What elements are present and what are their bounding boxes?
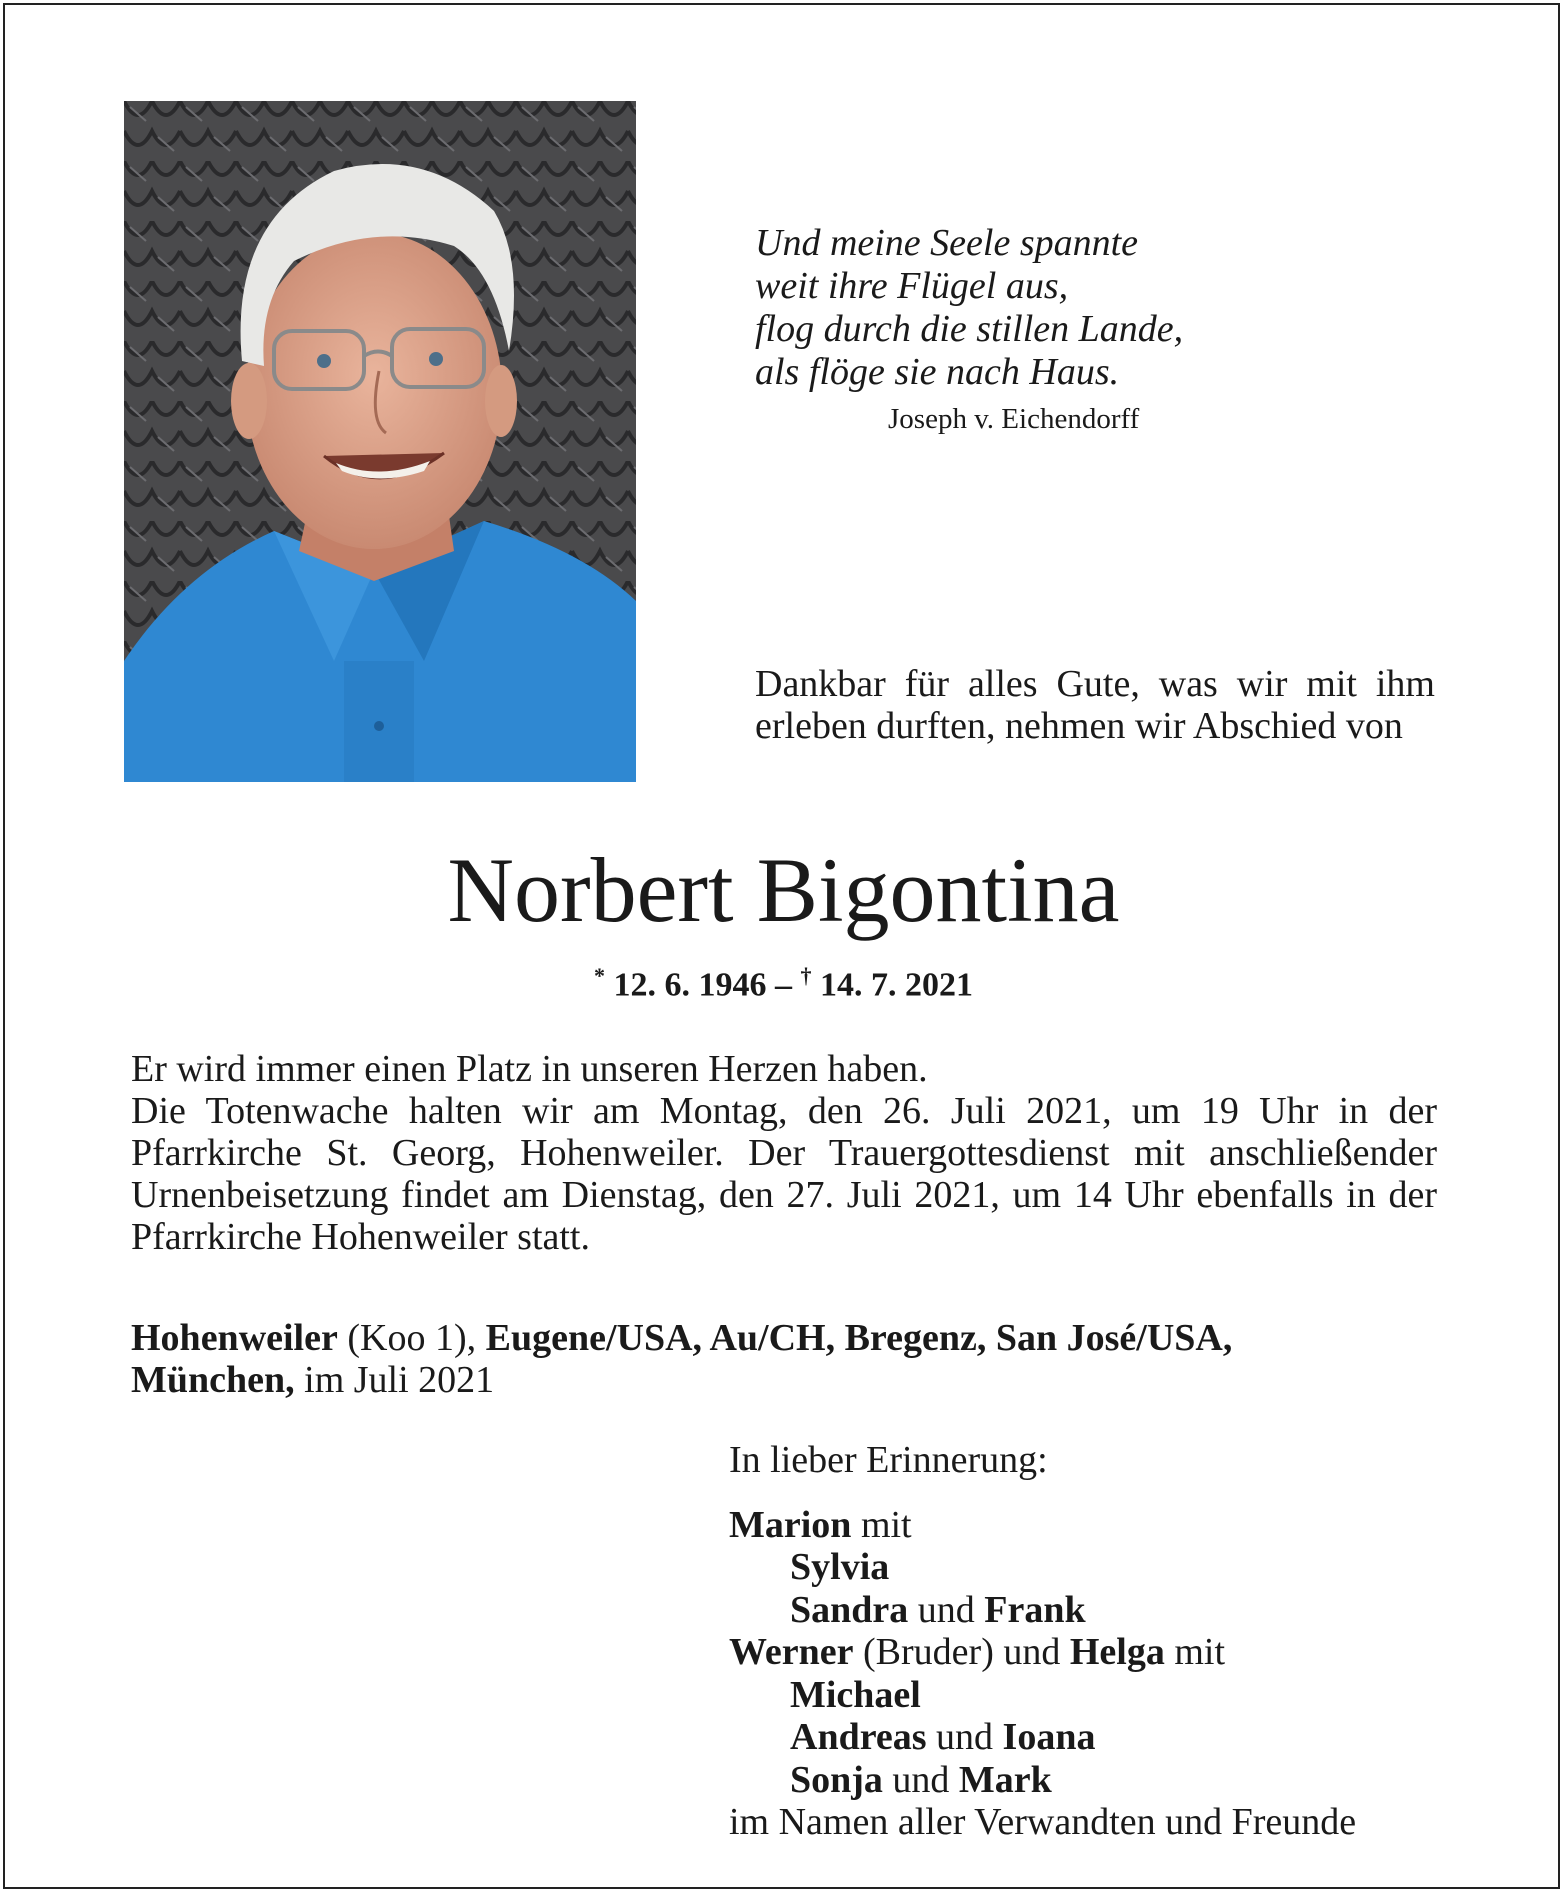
date-line: im Juli 2021 [294,1359,495,1401]
service-details: Die Totenwache halten wir am Montag, den 26. Juli 2021, um 19 Uhr in der Pfarrkirche St. Georg, Hohenweiler. Der Trauergottesdienst mit anschließender Urnenbeisetzung findet am Dienstag, den 27. Juli 2021, um 14 Uhr ebenfalls in der Pfarrkirche Hohenweiler statt. [131,1090,1437,1258]
place-note: (Koo 1), [337,1317,486,1359]
family-closing: im Namen aller Verwandten und Freunde [729,1801,1357,1843]
thanks-text: Dankbar für alles Gute, was wir mit ihm erleben durften, nehmen wir Abschied von [755,663,1435,747]
connector: mit [851,1503,912,1546]
connector: (Bruder) und [853,1631,1070,1673]
family-entry [729,1546,1449,1589]
poem-line: als flöge sie nach Haus. [755,351,1120,393]
connector: und [882,1758,959,1801]
poem-line: weit ihre Flügel aus, [755,265,1069,307]
name-werner: Werner [729,1631,854,1673]
poem-author: Joseph v. Eichendorff [888,403,1140,435]
family-entry [729,1674,1449,1717]
place-main: Hohenweiler [131,1317,338,1359]
name-sandra: Sandra [790,1588,909,1631]
name-sylvia: Sylvia [790,1546,890,1588]
family-intro: In lieber Erinnerung: [729,1439,1048,1481]
portrait-photo [124,101,636,782]
family-list [729,1439,1449,1844]
family-entry [729,1716,1449,1759]
places-list: Eugene/USA, Au/CH, Bregenz, San José/USA, [485,1317,1233,1359]
family-entry [729,1631,1449,1674]
family-entry [729,1589,1449,1632]
date-separator: – [775,966,792,1004]
deceased-name: Norbert Bigontina [447,839,1120,941]
name-michael: Michael [790,1673,921,1716]
connector: mit [1164,1631,1226,1673]
connector: und [926,1716,1003,1758]
poem-line: Und meine Seele spannte [755,222,1139,264]
death-symbol: † [800,963,812,988]
name-frank: Frank [984,1588,1086,1631]
connector: und [908,1588,985,1631]
life-dates [0,963,1567,1004]
name-mark: Mark [958,1758,1052,1801]
place-munich: München, [131,1359,295,1401]
death-date: 14. 7. 2021 [820,966,973,1004]
name-andreas: Andreas [790,1716,927,1758]
name-marion: Marion [729,1503,852,1546]
poem-line: flog durch die stillen Lande, [755,308,1184,350]
poem [755,222,1315,394]
family-entry [729,1504,1449,1547]
places-line [131,1317,1437,1401]
name-ioana: Ioana [1002,1716,1096,1758]
name-sonja: Sonja [790,1758,883,1801]
family-entry [729,1759,1449,1802]
birth-date: 12. 6. 1946 [613,966,767,1004]
name-helga: Helga [1069,1631,1165,1673]
announcement-body [131,1048,1437,1258]
memory-line: Er wird immer einen Platz in unseren Herzen haben. [131,1048,928,1090]
birth-symbol: * [594,963,605,988]
